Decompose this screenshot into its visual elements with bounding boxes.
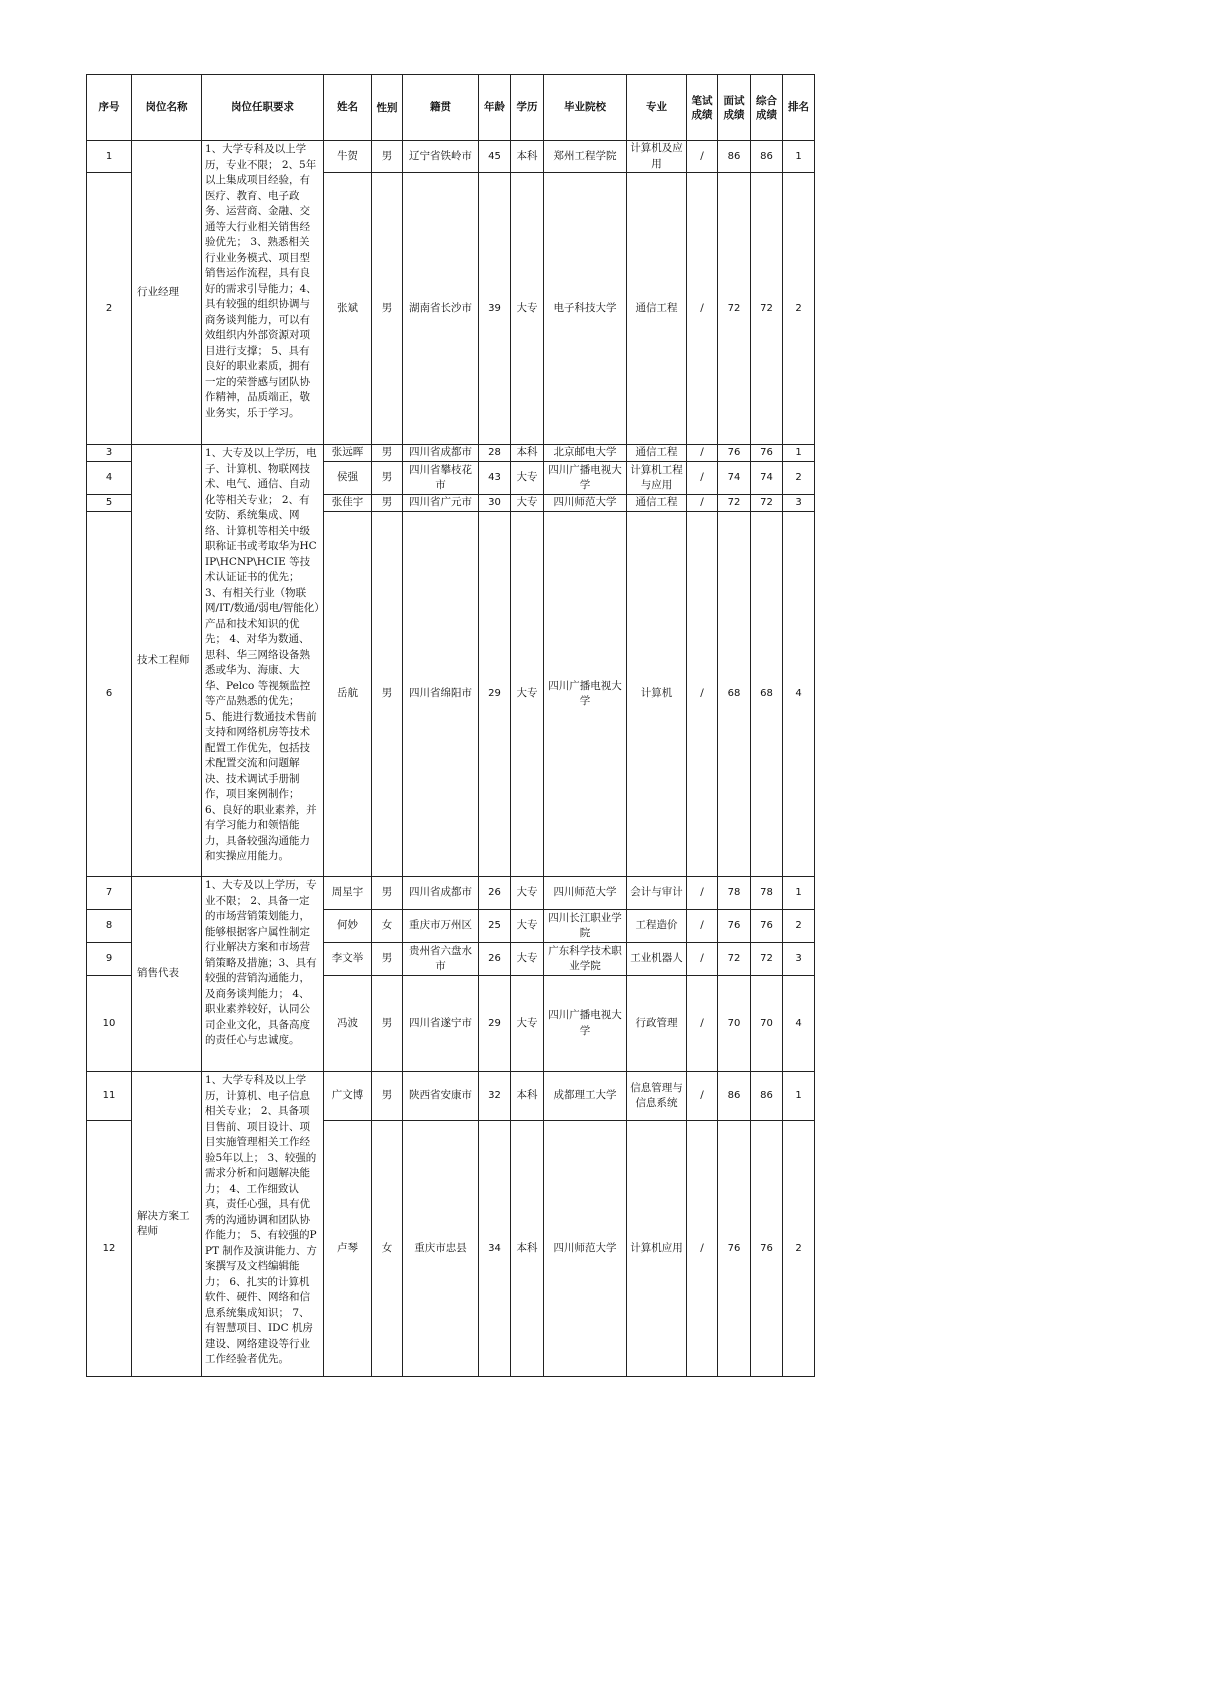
cell-age: 39 [479, 173, 511, 445]
cell-origin: 四川省绵阳市 [403, 512, 479, 877]
cell-total-score: 76 [751, 910, 783, 943]
cell-rank: 1 [783, 141, 815, 173]
header-written-score: 笔试成绩 [687, 75, 718, 141]
cell-total-score: 72 [751, 495, 783, 512]
cell-written-score: / [687, 877, 718, 910]
cell-education: 本科 [511, 445, 544, 462]
cell-age: 43 [479, 462, 511, 495]
cell-name: 广文博 [324, 1072, 372, 1121]
cell-no: 1 [87, 141, 132, 173]
cell-major: 会计与审计 [627, 877, 687, 910]
cell-age: 34 [479, 1121, 511, 1377]
cell-origin: 辽宁省铁岭市 [403, 141, 479, 173]
header-position: 岗位名称 [132, 75, 202, 141]
cell-age: 30 [479, 495, 511, 512]
cell-origin: 四川省成都市 [403, 445, 479, 462]
cell-position: 行业经理 [132, 141, 202, 445]
header-gender: 性别 [372, 75, 403, 141]
header-origin: 籍贯 [403, 75, 479, 141]
cell-written-score: / [687, 910, 718, 943]
cell-written-score: / [687, 512, 718, 877]
cell-gender: 男 [372, 512, 403, 877]
cell-school: 广东科学技术职业学院 [544, 943, 627, 976]
table-row [87, 877, 815, 910]
cell-name: 周星宇 [324, 877, 372, 910]
cell-gender: 男 [372, 943, 403, 976]
table-row [87, 141, 815, 173]
cell-age: 26 [479, 877, 511, 910]
cell-total-score: 76 [751, 1121, 783, 1377]
cell-origin: 湖南省长沙市 [403, 173, 479, 445]
cell-gender: 男 [372, 141, 403, 173]
cell-school: 四川师范大学 [544, 877, 627, 910]
cell-name: 何妙 [324, 910, 372, 943]
cell-written-score: / [687, 495, 718, 512]
cell-major: 计算机应用 [627, 1121, 687, 1377]
cell-total-score: 86 [751, 1072, 783, 1121]
cell-written-score: / [687, 1121, 718, 1377]
cell-education: 本科 [511, 1072, 544, 1121]
cell-name: 张斌 [324, 173, 372, 445]
cell-education: 大专 [511, 173, 544, 445]
cell-gender: 男 [372, 445, 403, 462]
header-major: 专业 [627, 75, 687, 141]
cell-age: 25 [479, 910, 511, 943]
cell-total-score: 76 [751, 445, 783, 462]
cell-name: 牛贺 [324, 141, 372, 173]
cell-total-score: 72 [751, 173, 783, 445]
cell-education: 本科 [511, 141, 544, 173]
cell-no: 12 [87, 1121, 132, 1377]
cell-no: 3 [87, 445, 132, 462]
cell-school: 电子科技大学 [544, 173, 627, 445]
cell-education: 大专 [511, 976, 544, 1072]
cell-interview-score: 76 [718, 910, 751, 943]
header-school: 毕业院校 [544, 75, 627, 141]
cell-origin: 四川省遂宁市 [403, 976, 479, 1072]
cell-interview-score: 68 [718, 512, 751, 877]
cell-name: 岳航 [324, 512, 372, 877]
cell-written-score: / [687, 445, 718, 462]
cell-no: 5 [87, 495, 132, 512]
cell-school: 郑州工程学院 [544, 141, 627, 173]
cell-rank: 4 [783, 976, 815, 1072]
cell-school: 北京邮电大学 [544, 445, 627, 462]
cell-position: 解决方案工程师 [132, 1072, 202, 1377]
cell-gender: 男 [372, 495, 403, 512]
cell-school: 四川广播电视大学 [544, 976, 627, 1072]
header-education: 学历 [511, 75, 544, 141]
cell-gender: 女 [372, 1121, 403, 1377]
cell-origin: 四川省攀枝花市 [403, 462, 479, 495]
cell-written-score: / [687, 141, 718, 173]
cell-rank: 2 [783, 173, 815, 445]
cell-gender: 男 [372, 1072, 403, 1121]
cell-name: 张远晖 [324, 445, 372, 462]
cell-interview-score: 78 [718, 877, 751, 910]
cell-no: 10 [87, 976, 132, 1072]
cell-requirements: 1、大学专科及以上学历，专业不限； 2、5年以上集成项目经验，有医疗、教育、电子政务、运营商、金融、交通等大行业相关销售经验优先； 3、熟悉相关行业业务模式、项目型销售运作流程，具有良好的需求引导能力；4、具有较强的组织协调与商务谈判能力，可以有效组织内外部资源对项目进行支撑； 5、具有良好的职业素质，拥有一定的荣誉感与团队协作精神，品质端正，敬业务实，乐于学习。 [202, 141, 324, 445]
cell-interview-score: 72 [718, 173, 751, 445]
cell-interview-score: 76 [718, 445, 751, 462]
cell-total-score: 86 [751, 141, 783, 173]
cell-interview-score: 86 [718, 141, 751, 173]
cell-rank: 3 [783, 943, 815, 976]
cell-gender: 男 [372, 877, 403, 910]
cell-written-score: / [687, 943, 718, 976]
cell-gender: 女 [372, 910, 403, 943]
cell-major: 通信工程 [627, 445, 687, 462]
cell-education: 大专 [511, 512, 544, 877]
cell-rank: 2 [783, 462, 815, 495]
cell-major: 计算机 [627, 512, 687, 877]
cell-name: 李文举 [324, 943, 372, 976]
header-no: 序号 [87, 75, 132, 141]
cell-education: 大专 [511, 877, 544, 910]
cell-major: 通信工程 [627, 173, 687, 445]
cell-total-score: 72 [751, 943, 783, 976]
cell-school: 四川师范大学 [544, 495, 627, 512]
header-name: 姓名 [324, 75, 372, 141]
cell-origin: 贵州省六盘水市 [403, 943, 479, 976]
cell-no: 8 [87, 910, 132, 943]
cell-interview-score: 72 [718, 495, 751, 512]
cell-education: 大专 [511, 462, 544, 495]
cell-position: 技术工程师 [132, 445, 202, 877]
cell-major: 通信工程 [627, 495, 687, 512]
cell-education: 大专 [511, 495, 544, 512]
cell-written-score: / [687, 1072, 718, 1121]
cell-school: 四川广播电视大学 [544, 462, 627, 495]
cell-rank: 1 [783, 1072, 815, 1121]
cell-requirements: 1、大专及以上学历，专业不限； 2、具备一定的市场营销策划能力，能够根据客户属性制定行业解决方案和市场营销策略及措施；3、具有较强的营销沟通能力，及商务谈判能力； 4、职业素养较好，认同公司企业文化，具备高度的责任心与忠诚度。 [202, 877, 324, 1072]
cell-origin: 重庆市万州区 [403, 910, 479, 943]
cell-no: 2 [87, 173, 132, 445]
cell-school: 成都理工大学 [544, 1072, 627, 1121]
cell-no: 6 [87, 512, 132, 877]
cell-gender: 男 [372, 173, 403, 445]
cell-rank: 3 [783, 495, 815, 512]
header-age: 年龄 [479, 75, 511, 141]
cell-total-score: 68 [751, 512, 783, 877]
header-interview-score: 面试成绩 [718, 75, 751, 141]
cell-name: 卢琴 [324, 1121, 372, 1377]
cell-age: 29 [479, 512, 511, 877]
cell-rank: 2 [783, 910, 815, 943]
cell-rank: 1 [783, 877, 815, 910]
cell-gender: 男 [372, 976, 403, 1072]
cell-age: 28 [479, 445, 511, 462]
table-row [87, 445, 815, 462]
cell-major: 工业机器人 [627, 943, 687, 976]
cell-rank: 2 [783, 1121, 815, 1377]
cell-rank: 1 [783, 445, 815, 462]
cell-origin: 重庆市忠县 [403, 1121, 479, 1377]
cell-name: 侯强 [324, 462, 372, 495]
header-requirements: 岗位任职要求 [202, 75, 324, 141]
cell-major: 信息管理与信息系统 [627, 1072, 687, 1121]
cell-origin: 四川省成都市 [403, 877, 479, 910]
cell-no: 4 [87, 462, 132, 495]
cell-written-score: / [687, 976, 718, 1072]
cell-interview-score: 86 [718, 1072, 751, 1121]
cell-interview-score: 72 [718, 943, 751, 976]
cell-school: 四川广播电视大学 [544, 512, 627, 877]
cell-school: 四川长江职业学院 [544, 910, 627, 943]
cell-total-score: 70 [751, 976, 783, 1072]
header-total-score: 综合成绩 [751, 75, 783, 141]
table-row [87, 1072, 815, 1121]
cell-age: 29 [479, 976, 511, 1072]
cell-gender: 男 [372, 462, 403, 495]
cell-education: 大专 [511, 910, 544, 943]
results-table [86, 74, 815, 1377]
cell-age: 32 [479, 1072, 511, 1121]
cell-total-score: 78 [751, 877, 783, 910]
cell-major: 计算机及应用 [627, 141, 687, 173]
cell-education: 本科 [511, 1121, 544, 1377]
cell-major: 计算机工程与应用 [627, 462, 687, 495]
cell-requirements: 1、大学专科及以上学历，计算机、电子信息相关专业； 2、具备项目售前、项目设计、项目实施管理相关工作经验5年以上； 3、较强的需求分析和问题解决能力； 4、工作细致认真，责任心强，具有优秀的沟通协调和团队协作能力； 5、有较强的PPT 制作及演讲能力、方案撰写及文档编辑能力； 6、扎实的计算机软件、硬件、网络和信息系统集成知识； 7、有智慧项目、IDC 机房建设、网络建设等行业工作经验者优先。 [202, 1072, 324, 1377]
cell-written-score: / [687, 173, 718, 445]
cell-school: 四川师范大学 [544, 1121, 627, 1377]
cell-age: 26 [479, 943, 511, 976]
cell-total-score: 74 [751, 462, 783, 495]
cell-interview-score: 74 [718, 462, 751, 495]
cell-major: 行政管理 [627, 976, 687, 1072]
cell-no: 7 [87, 877, 132, 910]
cell-written-score: / [687, 462, 718, 495]
cell-origin: 四川省广元市 [403, 495, 479, 512]
cell-position: 销售代表 [132, 877, 202, 1072]
cell-age: 45 [479, 141, 511, 173]
header-rank: 排名 [783, 75, 815, 141]
cell-rank: 4 [783, 512, 815, 877]
header-row [87, 75, 815, 141]
cell-major: 工程造价 [627, 910, 687, 943]
cell-interview-score: 76 [718, 1121, 751, 1377]
cell-education: 大专 [511, 943, 544, 976]
cell-origin: 陕西省安康市 [403, 1072, 479, 1121]
cell-name: 张佳宇 [324, 495, 372, 512]
cell-no: 11 [87, 1072, 132, 1121]
cell-no: 9 [87, 943, 132, 976]
cell-requirements: 1、大专及以上学历，电子、计算机、物联网技术、电气、通信、自动化等相关专业； 2、有安防、系统集成、网络、计算机等相关中级职称证书或考取华为HCIP\HCNP\HCIE 等技术认证证书的优先； 3、有相关行业（物联网/IT/数通/弱电/智能化）产品和技术知识的优先； 4、对华为数通、思科、华三网络设备熟悉或华为、海康、大华、Pelco 等视频监控等产品熟悉的优先； 5、能进行数通技术售前支持和网络机房等技术配置工作优先，包括技术配置交流和问题解决、技术调试手册制作，项目案例制作； 6、良好的职业素养，并有学习能力和领悟能力，具备较强沟通能力和实操应用能力。 [202, 445, 324, 877]
cell-name: 冯波 [324, 976, 372, 1072]
cell-interview-score: 70 [718, 976, 751, 1072]
